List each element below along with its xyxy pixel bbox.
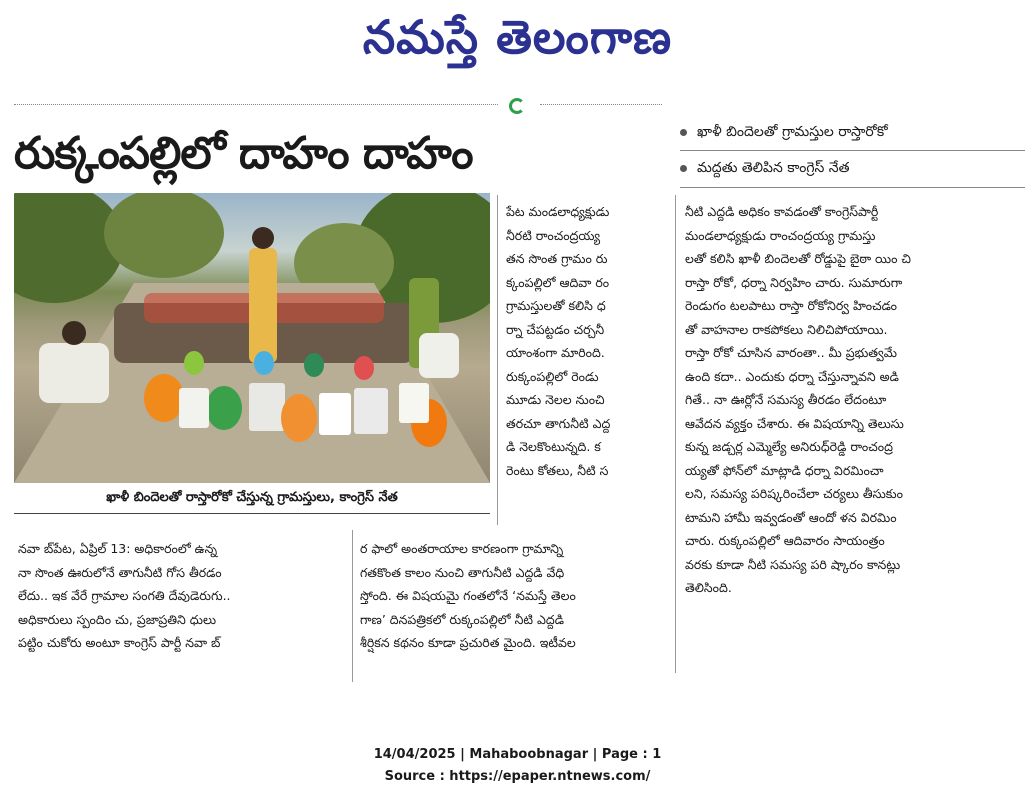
villagers-protest-illustration	[14, 193, 490, 483]
text-line: య్యతో ఫోన్‌లో మాట్లాడి ధర్నా విరమించా	[685, 462, 884, 478]
text-line: టామని హామీ ఇవ్వడంతో ఆందో ళన విరమిం	[685, 509, 897, 525]
text-line: యాంశంగా మారింది.	[506, 345, 605, 360]
text-line: నీరటి రాంచంద్రయ్య	[506, 227, 601, 243]
article-column-narrow	[506, 200, 666, 482]
article-column-right	[685, 200, 1025, 600]
article-column-bottom-mid	[360, 537, 666, 655]
text-line: తో వాహనాల రాకపోకలు నిలిచిపోయాయి.	[685, 321, 888, 337]
text-line: కున్న జడ్చర్ల ఎమ్మెల్యే అనిరుధ్‌రెడ్డి రాంచంద్ర	[685, 439, 893, 454]
text-line: తన సొంత గ్రామం రు	[506, 251, 608, 266]
subhead-text: ఖాళీ బిందెలతో గ్రామస్తుల రాస్తారోకో	[697, 124, 888, 140]
column-divider	[352, 530, 353, 682]
text-line: రాస్తా రోకో, ధర్నా నిర్వహిం చారు. సుమారుగా	[685, 274, 903, 290]
newspaper-masthead: నమస్తే తెలంగాణ	[362, 10, 673, 64]
subhead-divider	[680, 150, 1025, 151]
text-line: మూడు నెలల నుంచి	[506, 392, 605, 407]
text-line: తెలిసింది.	[685, 580, 732, 595]
text-line: రెండుగం టలపాటు రాస్తా రోకోనిర్వ హించడం	[685, 298, 897, 313]
text-line: రుక్కంపల్లిలో రెండు	[506, 368, 599, 384]
text-line: ఉంది కదా.. ఎందుకు ధర్నా చేస్తున్నావని అడి	[685, 368, 899, 384]
column-divider	[497, 195, 498, 525]
text-line: నీటి ఎద్దడి అధికం కావడంతో కాంగ్రెస్‌పార్టీ	[685, 204, 879, 219]
text-line: క్కంపల్లిలో ఆదివా రం	[506, 274, 610, 290]
top-divider	[14, 104, 498, 105]
text-line: నవా బ్‌పేట, ఏప్రిల్ 13: అధికారంలో ఉన్న	[18, 541, 218, 556]
text-line: మండలాధ్యక్షుడు రాంచంద్రయ్య గ్రామస్తు	[685, 227, 876, 243]
text-line: పేట మండలాధ్యక్షుడు	[506, 204, 610, 219]
article-column-bottom-left	[18, 537, 348, 655]
text-line: చారు. రుక్కంపల్లిలో ఆదివారం సాయంత్రం	[685, 533, 885, 548]
subhead-bullet	[680, 155, 1025, 181]
text-line: నా సొంత ఊరులోనే తాగునీటి గోస తీరడం	[18, 564, 222, 580]
article-headline: రుక్కంపల్లిలో దాహం దాహం	[14, 128, 473, 179]
top-divider-right	[540, 104, 662, 105]
footer-date-edition: 14/04/2025 | Mahaboobnagar | Page : 1	[373, 747, 662, 762]
text-line: డి నెలకొంటున్నది. క	[506, 439, 601, 454]
column-divider	[675, 195, 676, 673]
text-line: లతో కలిసి ఖాళీ బిందెలతో రోడ్డుపై బైఠా యిం చి	[685, 251, 912, 266]
article-photo	[14, 193, 490, 483]
text-line: గితే.. నా ఊర్లోనే సమస్య తీరడం లేదంటూ	[685, 392, 887, 407]
text-line: ర ఫాలో అంతరాయాల కారణంగా గ్రామాన్ని	[360, 541, 564, 556]
text-line: తరచూ తాగునీటి ఎద్ద	[506, 415, 611, 431]
text-line: పట్టిం చుకోరు అంటూ కాంగ్రెస్ పార్టీ నవా బ్	[18, 635, 221, 650]
text-line: లని, సమస్య పరిష్కరించేలా చర్యలు తీసుకుం	[685, 486, 903, 501]
subhead-bullet	[680, 119, 1025, 145]
text-line: వరకు కూడా నీటి సమస్య పరి ష్కారం కానట్లు	[685, 556, 901, 572]
text-line: రాస్తా రోకో చూసిన వారంతా.. మీ ప్రభుత్వమే	[685, 345, 897, 360]
footer-source: Source : https://epaper.ntnews.com/	[384, 769, 651, 784]
text-line: స్తోంది. ఈ విషయమై గంతలోనే ‘నమస్తే తెలం	[360, 588, 576, 603]
text-line: లేదు.. ఇక వేరే గ్రామాల సంగతి దేవుడెరుగు..	[18, 588, 231, 603]
text-line: ర్నా చేపట్టడం చర్చనీ	[506, 321, 605, 337]
bullet-dot-icon	[680, 165, 687, 172]
text-line: గతకొంత కాలం నుంచి తాగునీటి ఎద్దడి వేధి	[360, 564, 565, 580]
caption-divider	[14, 513, 490, 514]
subhead-divider	[680, 187, 1025, 188]
text-line: గ్రామస్తులతో కలిసి ధ	[506, 298, 606, 313]
photo-caption: ఖాళీ బిందెలతో రాస్తారోకో చేస్తున్న గ్రామస్తులు, కాంగ్రెస్ నేత	[106, 490, 398, 505]
text-line: ఆవేదన వ్యక్తం చేశారు. ఈ విషయాన్ని తెలుసు	[685, 415, 904, 431]
text-line: అధికారులు స్పందిం చు, ప్రజాప్రతిని ధులు	[18, 611, 217, 627]
subhead-text: మద్దతు తెలిపిన కాంగ్రెస్ నేత	[697, 160, 850, 176]
page-footer	[0, 744, 1035, 788]
text-line: రెంటు కోతలు, నీటి స	[506, 462, 609, 478]
bullet-dot-icon	[680, 129, 687, 136]
text-line: శీర్షికన కథనం కూడా ప్రచురిత మైంది. ఇటీవల	[360, 635, 576, 650]
text-line: గాణ’ దినపత్రికలో రుక్కంపల్లిలో నీటి ఎద్దడి	[360, 611, 564, 627]
